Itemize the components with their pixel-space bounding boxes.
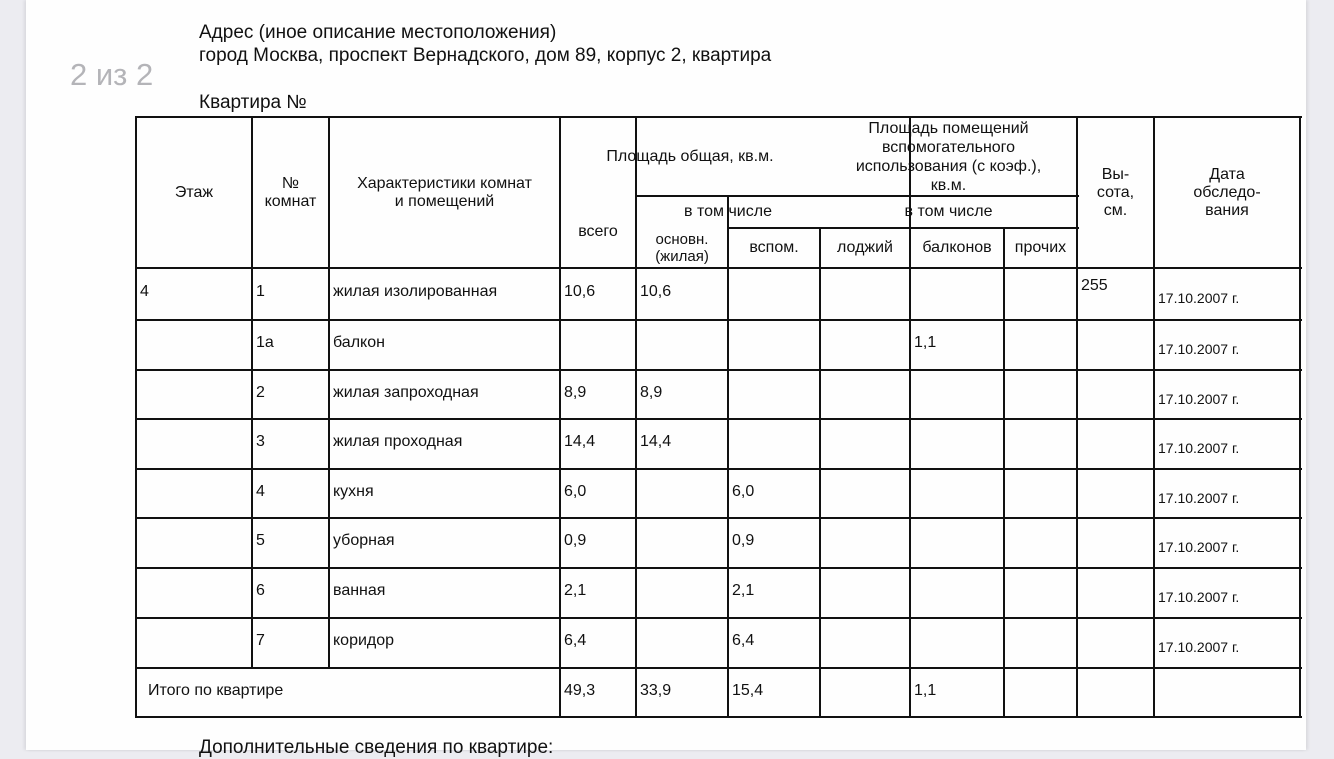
cell-height — [1077, 469, 1154, 518]
cell-aux — [728, 370, 820, 419]
cell-total: 2,1 — [564, 582, 587, 599]
cell-date: 17.10.2007 г. — [1158, 341, 1240, 357]
cell-total: 10,6 — [564, 283, 596, 300]
header-loggias: лоджий — [837, 239, 893, 256]
cell-total: 6,4 — [564, 632, 587, 649]
cell-other — [1004, 370, 1077, 419]
additional-info-label: Дополнительные сведения по квартире: — [199, 737, 554, 758]
cell-main — [636, 518, 728, 568]
cell-balcony — [910, 618, 1004, 668]
cell-floor: 4 — [140, 283, 149, 300]
totals-main: 33,9 — [640, 682, 672, 699]
cell-aux: 0,9 — [732, 532, 755, 549]
cell-height: 255 — [1081, 277, 1108, 294]
cell-main — [636, 320, 728, 370]
cell-main: 10,6 — [640, 283, 672, 300]
cell-room: 1а — [256, 334, 274, 351]
cell-balcony — [910, 370, 1004, 419]
cell-other — [1004, 568, 1077, 618]
cell-description: жилая проходная — [333, 433, 463, 450]
cell-aux — [728, 419, 820, 469]
cell-loggia — [820, 370, 910, 419]
cell-room: 1 — [256, 283, 265, 300]
cell-aux: 6,4 — [732, 632, 755, 649]
cell-date: 17.10.2007 г. — [1158, 639, 1240, 655]
cell-aux: 6,0 — [732, 482, 755, 500]
cell-balcony — [910, 518, 1004, 568]
header-including-aux: в том числе — [904, 203, 993, 220]
cell-aux — [728, 268, 820, 320]
header-floor: Этаж — [174, 183, 214, 201]
header-including-main: в том числе — [684, 203, 772, 220]
cell-description: кухня — [333, 482, 374, 500]
cell-loggia — [820, 568, 910, 618]
cell-description: балкон — [333, 334, 385, 351]
cell-total: 0,9 — [564, 532, 587, 549]
header-height: Вы- сота, см. — [1096, 165, 1135, 219]
header-main-living: основн. (жилая) — [655, 231, 709, 265]
cell-aux: 2,1 — [732, 582, 755, 599]
cell-main: 8,9 — [640, 383, 663, 401]
cell-room: 6 — [256, 582, 265, 599]
cell-other — [1004, 618, 1077, 668]
cell-floor — [136, 469, 252, 518]
totals-label: Итого по квартире — [148, 682, 284, 699]
cell-other — [1004, 518, 1077, 568]
address-label: Адрес (иное описание местоположения) — [199, 22, 557, 43]
cell-balcony — [910, 268, 1004, 320]
address-value: город Москва, проспект Вернадского, дом 89, корпус 2, квартира — [199, 45, 772, 66]
cell-other — [1004, 469, 1077, 518]
cell-description: уборная — [333, 532, 395, 549]
cell-floor — [136, 320, 252, 370]
cell-other — [1004, 419, 1077, 469]
cell-height — [1077, 518, 1154, 568]
cell-floor — [136, 518, 252, 568]
totals-balcony: 1,1 — [914, 682, 937, 699]
totals-aux: 15,4 — [732, 682, 764, 699]
cell-other — [1004, 320, 1077, 370]
totals-other — [1004, 668, 1077, 717]
cell-date: 17.10.2007 г. — [1158, 489, 1240, 506]
cell-loggia — [820, 618, 910, 668]
cell-loggia — [820, 469, 910, 518]
cell-room: 5 — [256, 532, 265, 549]
cell-date: 17.10.2007 г. — [1158, 589, 1240, 605]
cell-total: 6,0 — [564, 482, 587, 500]
rooms-table — [136, 117, 1300, 717]
totals-total: 49,3 — [564, 682, 596, 699]
header-total-area: Площадь общая, кв.м. — [606, 147, 774, 165]
cell-balcony — [910, 469, 1004, 518]
flat-number-label: Квартира № — [199, 92, 307, 113]
cell-floor — [136, 370, 252, 419]
cell-total — [560, 320, 636, 370]
cell-loggia — [820, 268, 910, 320]
cell-loggia — [820, 518, 910, 568]
page-indicator: 2 из 2 — [70, 57, 154, 92]
cell-main — [636, 618, 728, 668]
cell-balcony: 1,1 — [914, 334, 937, 351]
cell-description: ванная — [333, 582, 386, 599]
cell-room: 4 — [256, 482, 265, 500]
cell-description: жилая запроходная — [333, 383, 479, 401]
cell-balcony — [910, 568, 1004, 618]
header-total: всего — [578, 223, 618, 240]
totals-loggia — [820, 668, 910, 717]
cell-height — [1077, 419, 1154, 469]
cell-main — [636, 568, 728, 618]
cell-date: 17.10.2007 г. — [1158, 290, 1240, 306]
cell-height — [1077, 618, 1154, 668]
cell-date: 17.10.2007 г. — [1158, 390, 1240, 407]
cell-date: 17.10.2007 г. — [1158, 440, 1240, 456]
cell-room: 7 — [256, 632, 265, 649]
cell-height — [1077, 568, 1154, 618]
cell-room: 3 — [256, 433, 265, 450]
cell-main — [636, 469, 728, 518]
cell-height — [1077, 370, 1154, 419]
cell-floor — [136, 568, 252, 618]
cell-balcony — [910, 419, 1004, 469]
header-other: прочих — [1014, 239, 1067, 256]
cell-loggia — [820, 320, 910, 370]
cell-description: коридор — [333, 632, 395, 649]
header-auxiliary: вспом. — [749, 239, 799, 256]
header-survey-date: Дата обследо- вания — [1193, 165, 1261, 219]
cell-main: 14,4 — [640, 433, 672, 450]
cell-aux — [728, 320, 820, 370]
header-room-number: № комнат — [264, 174, 317, 210]
cell-description: жилая изолированная — [333, 283, 498, 300]
cell-other — [1004, 268, 1077, 320]
cell-loggia — [820, 419, 910, 469]
cell-floor — [136, 618, 252, 668]
header-aux-use-area: Площадь помещений вспомогательного использования (с коэф.), кв.м. — [855, 119, 1042, 194]
header-balconies: балконов — [922, 239, 992, 256]
cell-floor — [136, 419, 252, 469]
cell-total: 14,4 — [564, 433, 596, 450]
header-characteristics: Характеристики комнат и помещений — [357, 174, 532, 210]
cell-room: 2 — [256, 383, 265, 401]
cell-date: 17.10.2007 г. — [1158, 539, 1240, 555]
cell-total: 8,9 — [564, 383, 587, 401]
totals-date — [1154, 668, 1300, 717]
totals-height — [1077, 668, 1154, 717]
cell-height — [1077, 320, 1154, 370]
